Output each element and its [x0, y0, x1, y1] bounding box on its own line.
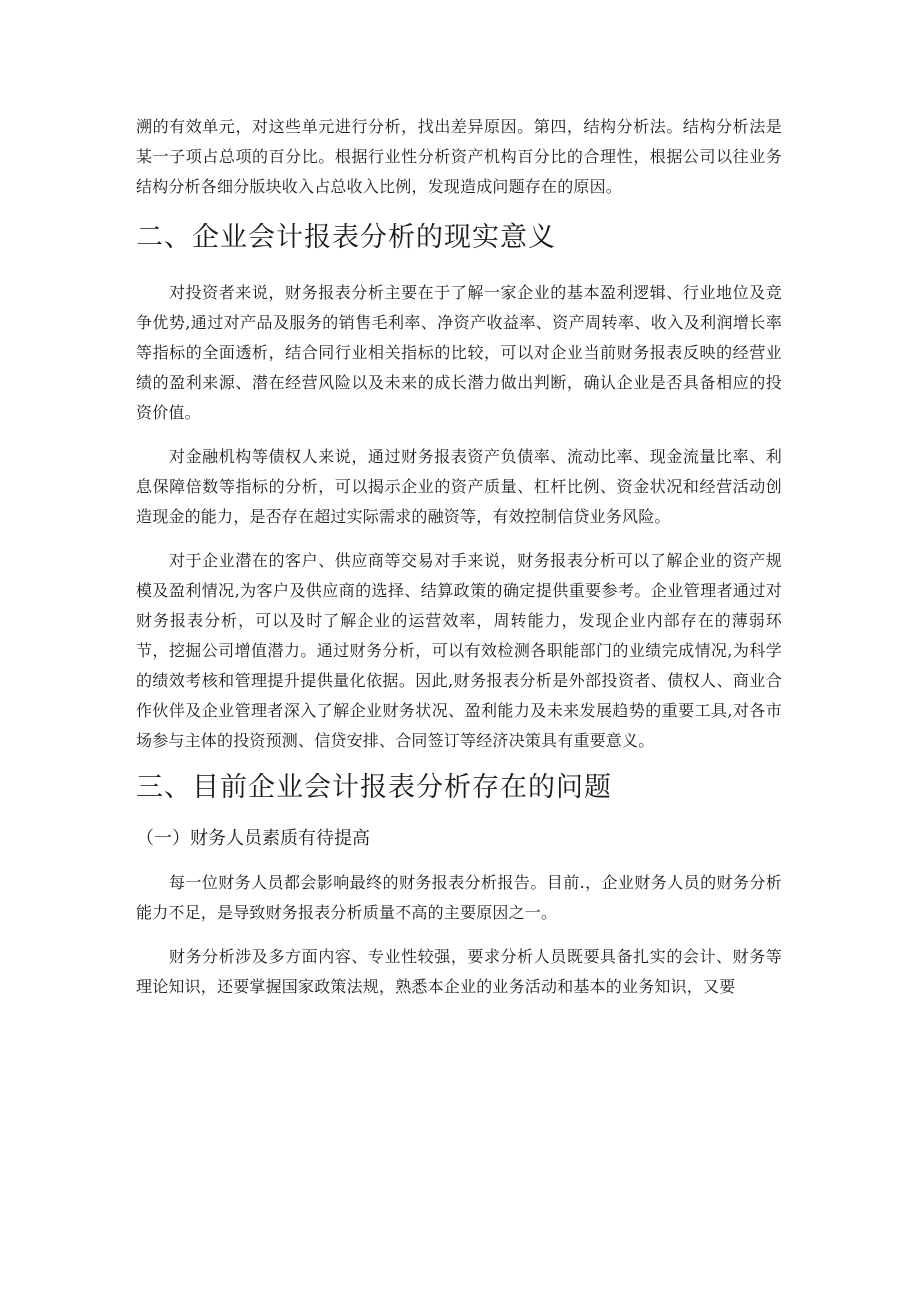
paragraph-investors: 对投资者来说，财务报表分析主要在于了解一家企业的基本盈利逻辑、行业地位及竞争优势,通过对产品及服务的销售毛利率、净资产收益率、资产周转率、收入及利润增长率等指标的全面透析，结合同行业相关指标的比较，可以对企业当前财务报表反映的经营业绩的盈利来源、潜在经营风险以及未来的成长潜力做出判断，确认企业是否具备相应的投资价值。 [136, 283, 782, 422]
paragraph-counterparties: 对于企业潜在的客户、供应商等交易对手来说，财务报表分析可以了解企业的资产规模及盈利情况,为客户及供应商的选择、结算政策的确定提供重要参考。企业管理者通过对财务报表分析，可以及时了解企业的运营效率，周转能力，发现企业内部存在的薄弱环节，挖掘公司增值潜力。通过财务分析，可以有效检测各职能部门的业绩完成情况,为科学的绩效考核和管理提升提供量化依据。因此,财务报表分析是外部投资者、债权人、商业合作伙伴及企业管理者深入了解企业财务状况、盈利能力及未来发展趋势的重要工具,对各市场参与主体的投资预测、信贷安排、合同签订等经济决策具有重要意义。 [136, 551, 782, 750]
section-heading-2: 二、企业会计报表分析的现实意义 [136, 222, 556, 253]
subsection-heading-1: （一）财务人员素质有待提高 [136, 828, 370, 849]
section-heading-3: 三、目前企业会计报表分析存在的问题 [136, 772, 612, 803]
document-page [136, 112, 782, 1002]
paragraph-continuation: 溯的有效单元，对这些单元进行分析，找出差异原因。第四，结构分析法。结构分析法是某一子项占总项的百分比。根据行业性分析资产机构百分比的合理性，根据公司以往业务结构分析各细分版块收入占总收入比例，发现造成问题存在的原因。 [136, 117, 782, 196]
paragraph-creditors: 对金融机构等债权人来说，通过财务报表资产负债率、流动比率、现金流量比率、利息保障倍数等指标的分析，可以揭示企业的资产质量、杠杆比例、资金状况和经营活动创造现金的能力，是否存在超过实际需求的融资等，有效控制信贷业务风险。 [136, 447, 782, 526]
paragraph-analysis-scope: 财务分析涉及多方面内容、专业性较强，要求分析人员既要具备扎实的会计、财务等理论知识，还要掌握国家政策法规，熟悉本企业的业务活动和基本的业务知识，又要 [136, 947, 782, 996]
paragraph-staff-impact: 每一位财务人员都会影响最终的财务报表分析报告。目前.，企业财务人员的财务分析能力不足，是导致财务报表分析质量不高的主要原因之一。 [136, 873, 782, 922]
